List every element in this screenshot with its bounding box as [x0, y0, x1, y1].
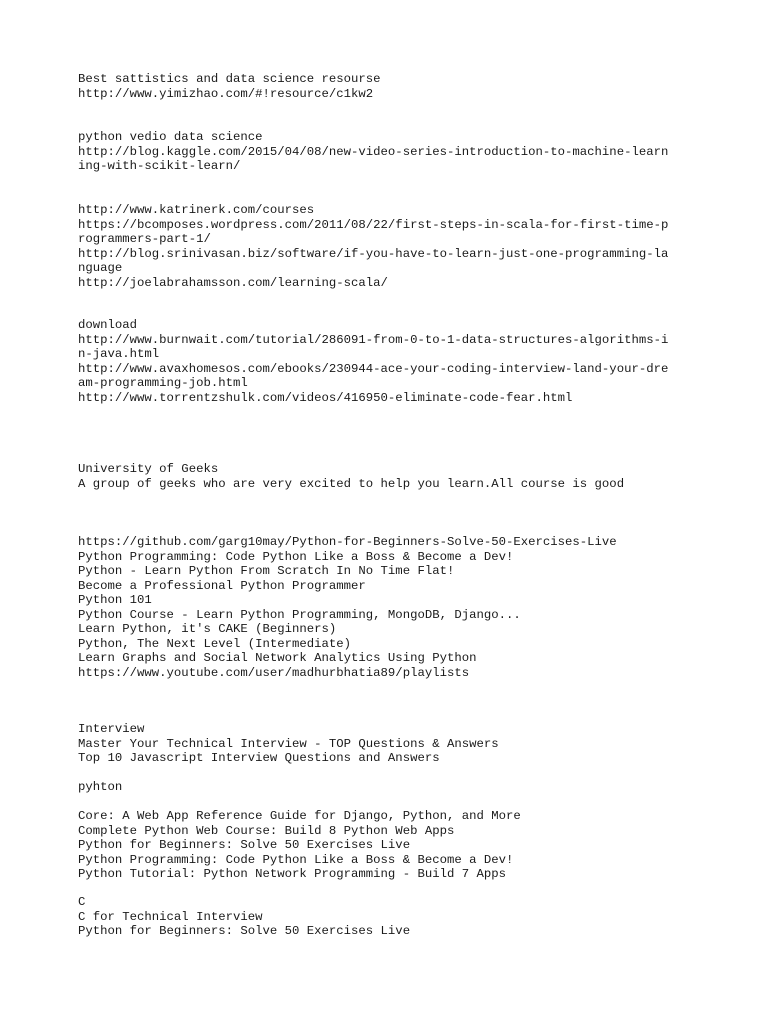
text-line: A group of geeks who are very excited to help you learn.All course is good [78, 476, 625, 491]
text-line: C for Technical Interview [78, 909, 263, 924]
url-line: https://www.youtube.com/user/madhurbhatia89/playlists [78, 665, 470, 680]
text-line: Python, The Next Level (Intermediate) [78, 636, 352, 651]
section-stats [78, 72, 693, 101]
url-line: http://www.katrinerk.com/courses [78, 203, 315, 217]
url-line: nguage [78, 261, 123, 275]
url-line: http://blog.srinivasan.biz/software/if-you-have-to-learn-just-one-programming-la [78, 246, 669, 261]
url-line: https://github.com/garg10may/Python-for-Beginners-Solve-50-Exercises-Live [78, 535, 617, 549]
url-line: ing-with-scikit-learn/ [78, 159, 241, 173]
text-line: Best sattistics and data science resourse [78, 72, 381, 86]
text-line: Python Course - Learn Python Programming, MongoDB, Django... [78, 607, 521, 622]
section-download [78, 318, 693, 405]
text-line: Master Your Technical Interview - TOP Questions & Answers [78, 736, 499, 751]
text-line: download [78, 318, 138, 332]
section-python-video [78, 130, 693, 174]
section-c [78, 895, 693, 939]
url-line: rogrammers-part-1/ [78, 232, 211, 246]
url-line: http://joelabrahamsson.com/learning-scala/ [78, 275, 388, 290]
url-line: http://www.yimizhao.com/#!resource/c1kw2 [78, 86, 374, 101]
text-line: University of Geeks [78, 462, 219, 476]
url-line: am-programming-job.html [78, 376, 248, 390]
text-line: Interview [78, 722, 145, 736]
url-line: http://www.burnwait.com/tutorial/286091-from-0-to-1-data-structures-algorithms-i [78, 332, 669, 347]
text-line: Python 101 [78, 593, 152, 607]
section-interview [78, 722, 693, 766]
url-line: http://www.avaxhomesos.com/ebooks/230944-ace-your-coding-interview-land-your-dre [78, 361, 669, 376]
text-line: Python - Learn Python From Scratch In No Time Flat! [78, 564, 455, 578]
text-line: Core: A Web App Reference Guide for Django, Python, and More [78, 809, 521, 823]
section-scala [78, 203, 693, 290]
text-line: Complete Python Web Course: Build 8 Python Web Apps [78, 823, 455, 838]
section-web [78, 809, 693, 882]
section-pyhton [78, 780, 693, 795]
text-line: Learn Graphs and Social Network Analytics Using Python [78, 651, 477, 665]
url-line: http://blog.kaggle.com/2015/04/08/new-video-series-introduction-to-machine-learn [78, 144, 669, 159]
text-line: Python Tutorial: Python Network Programming - Build 7 Apps [78, 867, 507, 881]
text-line: Python for Beginners: Solve 50 Exercises Live [78, 924, 411, 938]
text-line: Become a Professional Python Programmer [78, 578, 366, 593]
url-line: https://bcomposes.wordpress.com/2011/08/22/first-steps-in-scala-for-first-time-p [78, 217, 669, 232]
text-line: python vedio data science [78, 130, 263, 144]
section-python-courses [78, 535, 693, 680]
text-line: Python for Beginners: Solve 50 Exercises Live [78, 838, 411, 852]
text-line: Learn Python, it's CAKE (Beginners) [78, 622, 337, 636]
text-line: Top 10 Javascript Interview Questions and Answers [78, 751, 440, 765]
section-geeks [78, 462, 693, 491]
text-line: pyhton [78, 780, 123, 794]
url-line: n-java.html [78, 347, 160, 361]
text-line: Python Programming: Code Python Like a Boss & Become a Dev! [78, 549, 514, 564]
text-line: C [78, 895, 86, 909]
url-line: http://www.torrentzshulk.com/videos/416950-eliminate-code-fear.html [78, 390, 573, 405]
text-line: Python Programming: Code Python Like a Boss & Become a Dev! [78, 852, 514, 867]
